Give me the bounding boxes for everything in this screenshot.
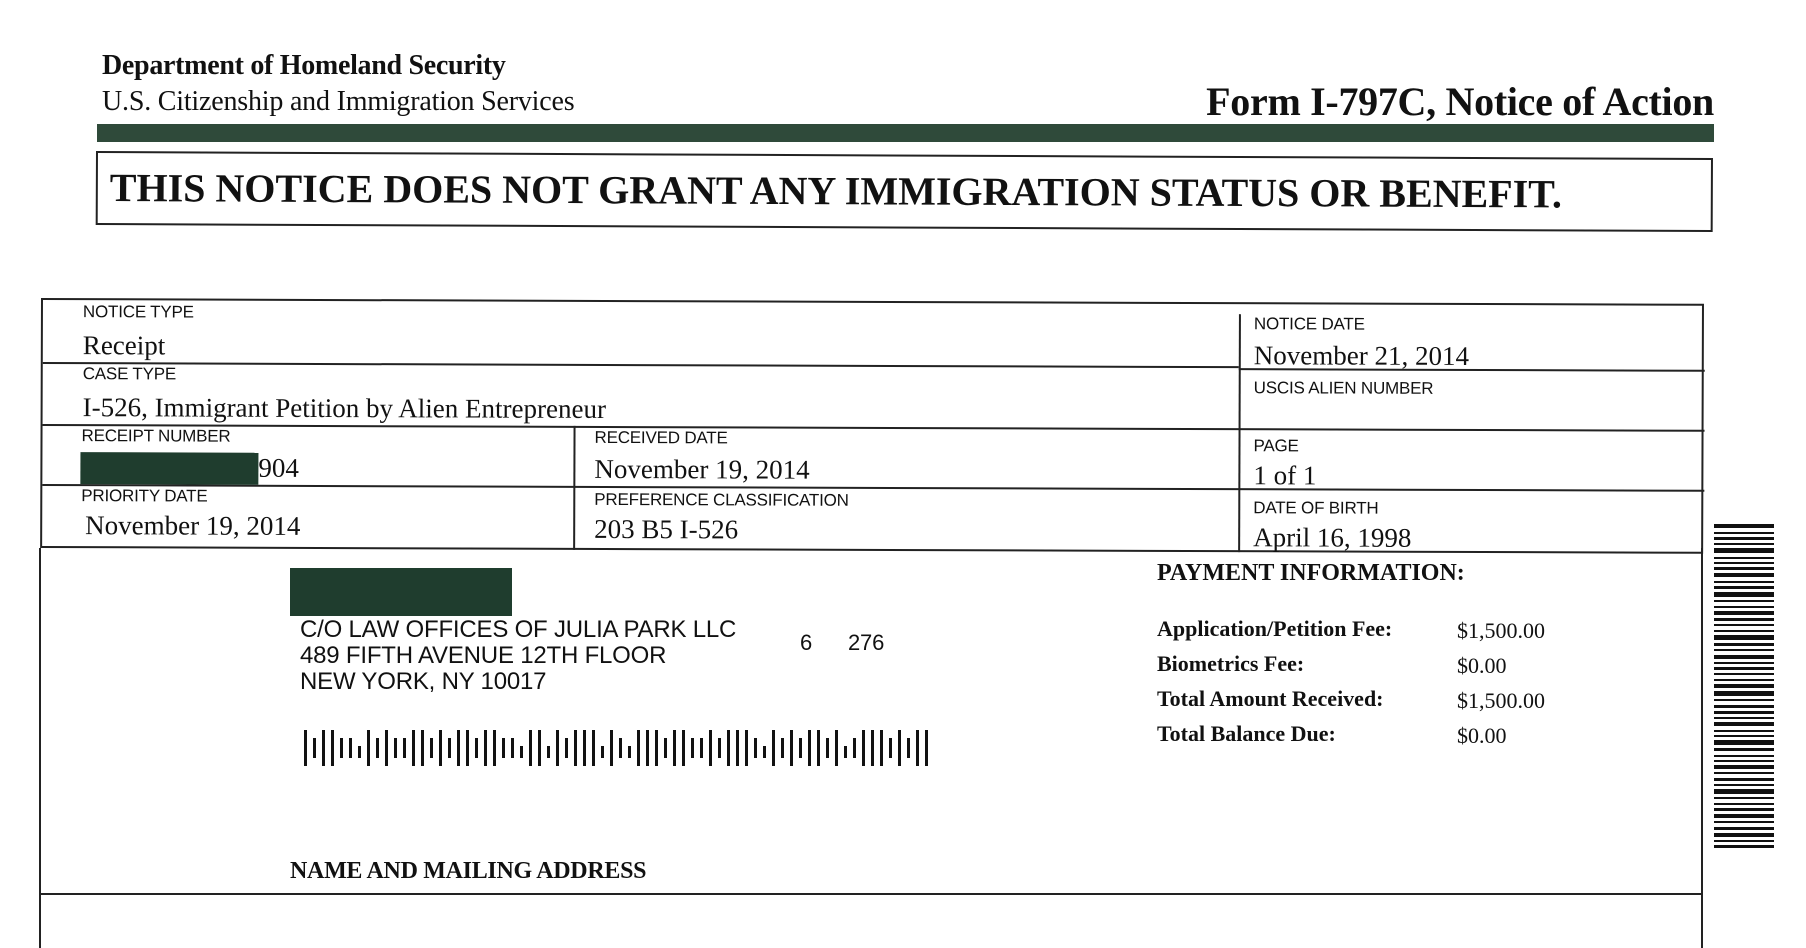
grid-divider-right <box>1238 314 1241 552</box>
received-date-label: RECEIVED DATE <box>594 427 728 448</box>
receipt-number-label: RECEIPT NUMBER <box>81 426 231 446</box>
grid-row-line-2 <box>43 424 1705 432</box>
address-line-2: 489 FIFTH AVENUE 12TH FLOOR <box>300 642 667 669</box>
page-label: PAGE <box>1253 436 1299 456</box>
header-accent-bar <box>97 124 1714 142</box>
disclaimer-banner: THIS NOTICE DOES NOT GRANT ANY IMMIGRATION STATUS OR BENEFIT. <box>96 151 1713 232</box>
grid-row-line-1 <box>43 362 1239 368</box>
receipt-number-redaction <box>80 452 258 485</box>
side-barcode <box>1714 524 1776 854</box>
payment-row-label: Total Balance Due: <box>1157 721 1336 746</box>
received-date-value: November 19, 2014 <box>594 453 810 485</box>
dob-value: April 16, 1998 <box>1253 522 1412 553</box>
dob-label: DATE OF BIRTH <box>1253 498 1379 518</box>
payment-row-label: Total Amount Received: <box>1157 686 1384 711</box>
payment-row-value: $0.00 <box>1457 723 1507 748</box>
payment-row-value: $0.00 <box>1457 653 1507 678</box>
form-title: Form I-797C, Notice of Action <box>1206 79 1714 124</box>
payment-row-label: Biometrics Fee: <box>1157 651 1305 676</box>
payment-row-label: Application/Petition Fee: <box>1157 616 1393 641</box>
mailing-address-label: NAME AND MAILING ADDRESS <box>290 858 647 884</box>
priority-date-label: PRIORITY DATE <box>81 486 208 506</box>
notice-type-label: NOTICE TYPE <box>82 302 194 322</box>
address-line-1: C/O LAW OFFICES OF JULIA PARK LLC <box>300 616 737 643</box>
notice-info-grid <box>40 298 1704 554</box>
payment-row-value: $1,500.00 <box>1457 618 1545 643</box>
address-line-3: NEW YORK, NY 10017 <box>300 668 547 695</box>
payment-row-value: $1,500.00 <box>1457 688 1545 713</box>
recipient-name-redaction <box>290 568 512 616</box>
postal-barcode <box>300 728 940 770</box>
department-name: Department of Homeland Security <box>102 50 506 81</box>
notice-date-value: November 21, 2014 <box>1253 340 1470 371</box>
address-bottom-rule <box>39 893 1703 895</box>
case-type-value: I-526, Immigrant Petition by Alien Entrepreneur <box>82 392 607 424</box>
alien-number-label: USCIS ALIEN NUMBER <box>1253 378 1434 398</box>
preference-value: 203 B5 I-526 <box>594 513 739 545</box>
mail-code-b: 276 <box>848 630 885 655</box>
grid-row-line-3 <box>42 484 1704 492</box>
notice-type-value: Receipt <box>82 330 166 361</box>
notice-date-label: NOTICE DATE <box>1253 314 1365 334</box>
priority-date-value: November 19, 2014 <box>85 510 301 541</box>
mail-code-a: 6 <box>800 630 813 655</box>
receipt-number-suffix: 904 <box>258 452 299 483</box>
case-type-label: CASE TYPE <box>82 364 177 384</box>
preference-label: PREFERENCE CLASSIFICATION <box>594 489 849 510</box>
payment-title: PAYMENT INFORMATION: <box>1157 560 1465 586</box>
agency-name: U.S. Citizenship and Immigration Services <box>102 86 575 117</box>
page-value: 1 of 1 <box>1253 460 1317 491</box>
